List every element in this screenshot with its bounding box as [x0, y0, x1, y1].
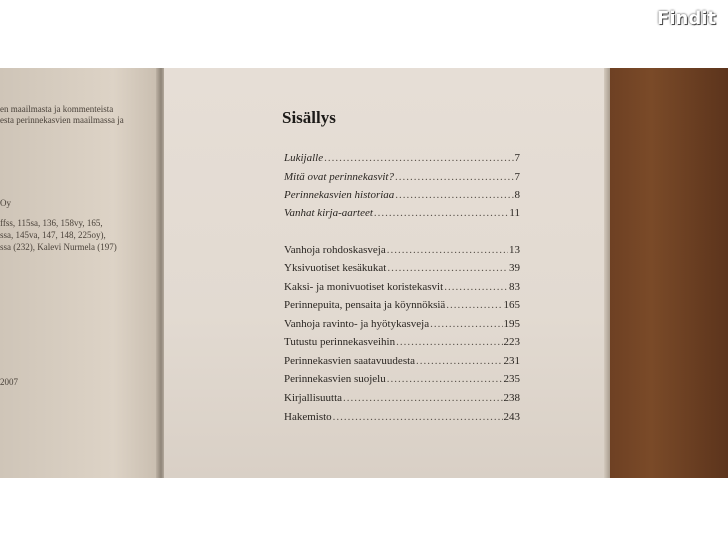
toc-entry	[284, 262, 520, 278]
left-page-line: ssa, 145va, 147, 148, 225oy),	[0, 230, 106, 240]
left-page-line: en maailmasta ja kommenteista	[0, 104, 114, 114]
toc-leader-dots	[387, 262, 508, 274]
toc-leader-dots	[416, 355, 502, 367]
left-page-line: ffss, 115sa, 136, 158vy, 165,	[0, 218, 103, 228]
toc-leader-dots	[395, 171, 514, 183]
toc-entry-label: Vanhat kirja-aarteet	[284, 207, 373, 219]
toc-entry	[284, 299, 520, 315]
toc-leader-dots	[396, 336, 502, 348]
toc-entry-page: 165	[503, 299, 520, 311]
toc-entry-page: 7	[514, 152, 520, 164]
toc-entry	[284, 171, 520, 187]
toc-entry-page: 243	[503, 411, 520, 423]
left-page-line: Oy	[0, 198, 11, 208]
wooden-desk	[600, 68, 728, 478]
toc-leader-dots	[395, 189, 513, 201]
toc-entry-label: Yksivuotiset kesäkukat	[284, 262, 387, 274]
toc-entry-page: 39	[509, 262, 520, 274]
toc-leader-dots	[333, 411, 503, 423]
toc-leader-dots	[387, 373, 503, 385]
right-page	[164, 68, 608, 478]
findit-logo: Findit	[657, 8, 716, 29]
toc-entry	[284, 152, 520, 168]
toc-entry-page: 223	[503, 336, 520, 348]
toc-entry-page: 231	[503, 355, 520, 367]
toc-entry-page: 8	[514, 189, 520, 201]
toc-entry-label: Perinnekasvien saatavuudesta	[284, 355, 416, 367]
toc-entry-page: 195	[503, 318, 520, 330]
toc-entry-label: Kaksi- ja monivuotiset koristekasvit	[284, 281, 444, 293]
toc-leader-dots	[430, 318, 502, 330]
toc-entry	[284, 281, 520, 297]
page-edge	[604, 68, 610, 478]
toc-leader-dots	[444, 281, 508, 293]
toc-entry	[284, 189, 520, 205]
book-photo	[0, 68, 728, 478]
toc-entry	[284, 207, 520, 223]
toc-entry	[284, 355, 520, 371]
left-page-line: esta perinnekasvien maailmassa ja	[0, 115, 124, 125]
left-page-line: ssa (232), Kalevi Nurmela (197)	[0, 242, 117, 252]
toc-entry-label: Lukijalle	[284, 152, 324, 164]
toc-entry-page: 7	[514, 171, 520, 183]
left-page-line: 2007	[0, 377, 18, 387]
toc-entry-page: 235	[503, 373, 520, 385]
toc-entry-label: Hakemisto	[284, 411, 332, 423]
toc-entry	[284, 336, 520, 352]
toc-entry-label: Perinnekasvien suojelu	[284, 373, 386, 385]
toc-entry-label: Vanhoja rohdoskasveja	[284, 244, 386, 256]
toc-entry-label: Tutustu perinnekasveihin	[284, 336, 396, 348]
toc-leader-dots	[343, 392, 502, 404]
toc-leader-dots	[387, 244, 508, 256]
toc-entry-label: Perinnekasvien historiaa	[284, 189, 395, 201]
toc-entry	[284, 373, 520, 389]
toc-entry	[284, 392, 520, 408]
toc-entry-label: Kirjallisuutta	[284, 392, 343, 404]
toc-entry-label: Perinnepuita, pensaita ja köynnöksiä	[284, 299, 446, 311]
toc-leader-dots	[324, 152, 513, 164]
toc-entry	[284, 244, 520, 260]
toc-entry-page: 11	[509, 207, 520, 219]
toc-entry	[284, 318, 520, 334]
toc-entry-page: 238	[503, 392, 520, 404]
toc-entry	[284, 411, 520, 427]
left-page	[0, 68, 162, 478]
toc-leader-dots	[446, 299, 502, 311]
toc-entry-page: 13	[509, 244, 520, 256]
toc-entry-label: Vanhoja ravinto- ja hyötykasveja	[284, 318, 430, 330]
toc-leader-dots	[374, 207, 509, 219]
toc-title: Sisällys	[282, 108, 336, 127]
toc-entry-label: Mitä ovat perinnekasvit?	[284, 171, 394, 183]
toc-entry-page: 83	[509, 281, 520, 293]
